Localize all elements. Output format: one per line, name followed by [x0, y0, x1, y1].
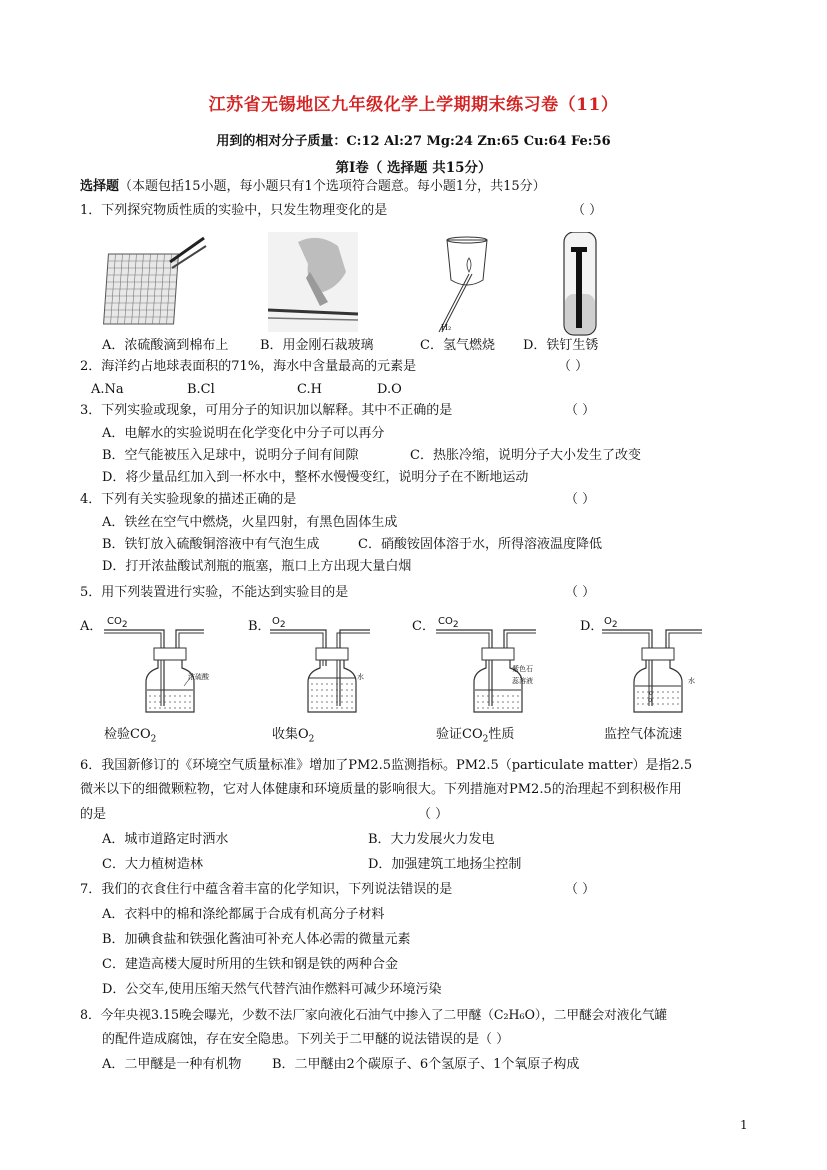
glass-cutting-figure — [268, 232, 358, 332]
q6-option-d: D．加强建筑工地扬尘控制 — [368, 857, 522, 872]
q2-option-c: C.H — [297, 382, 322, 397]
q2-option-a: A.Na — [91, 382, 124, 397]
q6-answer-paren: （ ） — [418, 807, 449, 822]
q8-line-2: 的配件造成腐蚀，存在安全隐患。下列关于二甲醚的说法错误的是（ ） — [102, 1032, 510, 1047]
q5-a-gas-label: $CO_2$ — [107, 616, 128, 630]
q5-option-d-letter: D． — [580, 619, 604, 634]
q1-option-d: D．铁钉生锈 — [523, 338, 599, 353]
q5-a-caption: 检验$CO_2$ — [104, 727, 157, 745]
q8-line-1: 8．今年央视3.15晚会曝光，少数不法厂家向液化石油气中掺入了二甲醚（C₂H₆O），二甲醚会对液化气罐 — [80, 1007, 668, 1022]
q6-option-b: B．大力发展火力发电 — [368, 832, 495, 847]
q6-option-a: A．城市道路定时洒水 — [102, 832, 229, 847]
q5-option-b-letter: B． — [248, 619, 271, 634]
q5-d-caption: 监控气体流速 — [604, 727, 683, 742]
q5-b-caption: 收集$O_2$ — [272, 727, 315, 745]
q7-option-a: A．衣料中的棉和涤纶都属于合成有机高分子材料 — [102, 907, 385, 922]
q4-answer-paren: （ ） — [565, 492, 596, 507]
q3-stem: 3．下列实验或现象，可用分子的知识加以解释。其中不正确的是 — [80, 403, 453, 418]
q3-answer-paren: （ ） — [565, 403, 596, 418]
q3-option-a: A．电解水的实验说明在化学变化中分子可以再分 — [102, 426, 385, 441]
atomic-mass-line: 用到的相对分子质量：C:12 Al:27 Mg:24 Zn:65 Cu:64 Fe:56 — [216, 134, 611, 149]
q1-option-b: B．用金刚石裁玻璃 — [260, 338, 374, 353]
q5-c-reagent-line1: 紫色石 — [512, 665, 533, 673]
q1-option-a: A．浓硫酸滴到棉布上 — [102, 338, 229, 353]
q6-line-3: 的是 — [80, 807, 107, 822]
section-desc: （本题包括15小题，每小题只有1个选项符合题意。每小题1分，共15分） — [119, 179, 546, 194]
q4-option-c: C．硝酸铵固体溶于水，所得溶液温度降低 — [358, 537, 602, 552]
q8-option-b: B．二甲醚由2个碳原子、6个氢原子、1个氧原子构成 — [272, 1057, 580, 1072]
q6-line-2: 微米以下的细微颗粒物，它对人体健康和环境质量的影响很大。下列措施对PM2.5的治理起不到积极作用 — [80, 782, 682, 797]
q2-answer-paren: （ ） — [558, 359, 589, 374]
q7-answer-paren: （ ） — [565, 882, 596, 897]
q2-option-b: B.Cl — [187, 382, 215, 397]
q5-d-reagent: 水 — [688, 677, 695, 685]
q1-option-c: C．氢气燃烧 — [420, 338, 495, 353]
q8-option-a: A．二甲醚是一种有机物 — [102, 1057, 242, 1072]
q5-stem: 5．用下列装置进行实验，不能达到实验目的是 — [80, 585, 349, 600]
q3-option-d: D．将少量品红加入到一杯水中，整杯水慢慢变红，说明分子在不断地运动 — [102, 470, 529, 485]
page-number: 1 — [740, 1118, 748, 1132]
gas-bottle-b — [270, 626, 380, 714]
q4-option-a: A．铁丝在空气中燃烧，火星四射，有黑色固体生成 — [102, 515, 398, 530]
q4-option-d: D．打开浓盐酸试剂瓶的瓶塞，瓶口上方出现大量白烟 — [102, 559, 412, 574]
q7-option-d: D．公交车,使用压缩天然气代替汽油作燃料可减少环境污染 — [102, 982, 442, 997]
q5-b-gas-label: $O_2$ — [272, 616, 286, 630]
q5-d-gas-label: $O_2$ — [604, 616, 618, 630]
hydrogen-burning-figure — [425, 232, 505, 342]
q3-option-c: C．热胀冷缩，说明分子大小发生了改变 — [410, 448, 641, 463]
q2-stem: 2．海洋约占地球表面积的71%，海水中含量最高的元素是 — [80, 359, 417, 374]
q5-b-reagent: 水 — [357, 673, 364, 681]
q1-answer-paren: （ ） — [572, 203, 603, 218]
h2-label: H₂ — [441, 323, 452, 332]
q2-option-d: D.O — [377, 382, 402, 397]
q5-c-reagent-line2: 蕊溶液 — [512, 677, 533, 685]
q5-c-caption: 验证$CO_2$性质 — [436, 727, 515, 745]
q1-stem: 1．下列探究物质性质的实验中，只发生物理变化的是 — [80, 203, 388, 218]
q5-answer-paren: （ ） — [565, 585, 596, 600]
cloth-figure — [100, 232, 210, 332]
q7-option-b: B．加碘食盐和铁强化酱油可补充人体必需的微量元素 — [102, 932, 411, 947]
gas-bottle-a — [104, 626, 214, 714]
iron-nail-figure — [560, 232, 600, 337]
section-label: 选择题 — [80, 179, 120, 194]
q6-line-1: 6．我国新修订的《环境空气质量标准》增加了PM2.5监测指标。PM2.5（particulate matter）是指2.5 — [80, 758, 693, 773]
q5-a-reagent: 浓硫酸 — [188, 673, 209, 681]
q5-option-c-letter: C． — [412, 619, 435, 634]
q4-option-b: B．铁钉放入硫酸铜溶液中有气泡生成 — [102, 537, 320, 552]
q5-option-a-letter: A． — [80, 619, 103, 634]
page-title: 江苏省无锡地区九年级化学上学期期末练习卷（11） — [208, 95, 619, 115]
q7-stem: 7．我们的衣食住行中蕴含着丰富的化学知识，下列说法错误的是 — [80, 882, 453, 897]
q3-option-b: B．空气能被压入足球中，说明分子间有间隙 — [102, 448, 359, 463]
gas-bottle-d — [602, 626, 712, 714]
section-intro — [80, 178, 546, 196]
volume-heading: 第Ⅰ卷（ 选择题 共15分） — [335, 160, 492, 176]
q6-option-c: C．大力植树造林 — [102, 857, 203, 872]
q4-stem: 4．下列有关实验现象的描述正确的是 — [80, 492, 297, 507]
q5-c-gas-label: $CO_2$ — [438, 616, 459, 630]
q7-option-c: C．建造高楼大厦时所用的生铁和钢是铁的两种合金 — [102, 957, 398, 972]
